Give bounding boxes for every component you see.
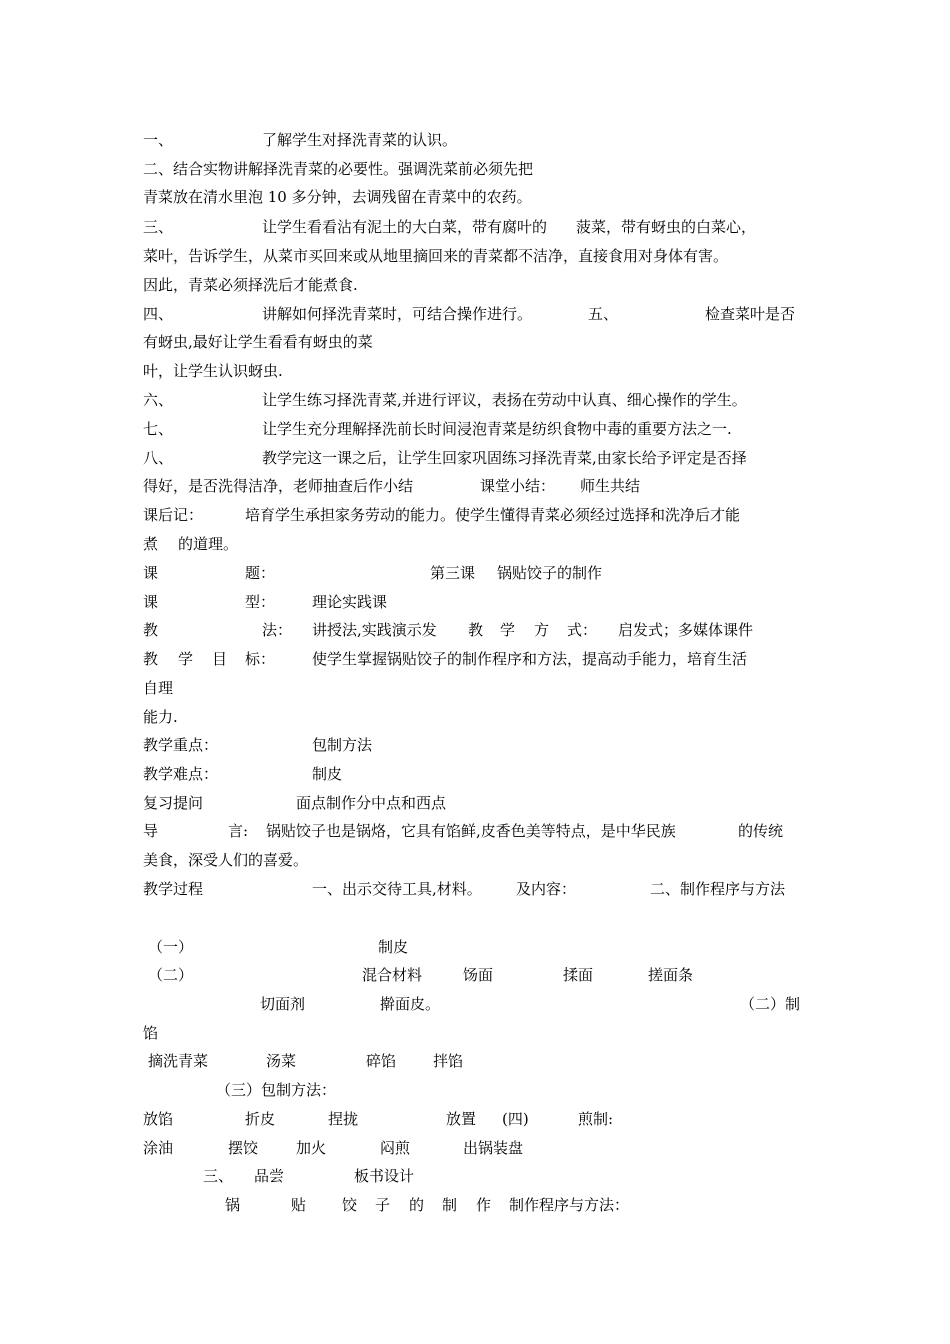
text-span: 汤菜: [266, 1052, 297, 1070]
text-span: 导: [143, 822, 159, 840]
text-span: 一、出示交待工具,材料。: [312, 880, 482, 898]
text-span: 擀面皮。: [380, 995, 441, 1013]
text-span: 启发式；多媒体课件: [618, 621, 754, 639]
text-span: 三、: [143, 218, 174, 236]
text-span: (四): [502, 1110, 529, 1128]
text-span: 二、结合实物讲解择洗青菜的必要性。强调洗菜前必须先把: [143, 160, 534, 178]
text-span: 搓面条: [648, 966, 694, 984]
text-span: 言:: [228, 822, 249, 840]
text-span: 拌馅: [433, 1052, 464, 1070]
text-span: （二）: [148, 966, 194, 984]
text-span: 让学生看看沾有泥土的大白菜，带有腐叶的: [262, 218, 548, 236]
text-span: 制皮: [312, 765, 343, 783]
text-span: 教: [143, 650, 159, 668]
text-span: 馅: [143, 1024, 159, 1042]
text-span: 因此，青菜必须择洗后才能煮食.: [143, 276, 358, 294]
text-span: 使学生掌握锅贴饺子的制作程序和方法，提高动手能力，培育生活: [312, 650, 748, 668]
text-span: 面点制作分中点和西点: [296, 794, 447, 812]
text-span: 培育学生承担家务劳动的能力。使学生懂得青菜必须经过选择和洗净后才能: [245, 506, 741, 524]
text-span: 叶，让学生认识蚜虫.: [143, 362, 283, 380]
text-span: （三）包制方法：: [216, 1081, 337, 1099]
text-span: 子: [375, 1196, 391, 1214]
text-span: 七、: [143, 420, 174, 438]
text-span: 锅贴饺子也是锅烙，它具有馅鲜,皮香色美等特点，是中华民族: [266, 822, 676, 840]
text-span: 品尝: [254, 1167, 285, 1185]
text-span: 教学重点：: [143, 736, 219, 754]
text-span: 摆饺: [228, 1139, 259, 1157]
text-span: 制作程序与方法：: [509, 1196, 630, 1214]
text-span: 锅: [225, 1196, 241, 1214]
text-span: 课堂小结：: [480, 477, 556, 495]
text-span: 教学难点：: [143, 765, 219, 783]
text-span: 复习提问: [143, 794, 204, 812]
text-span: 制皮: [378, 938, 409, 956]
text-span: 放馅: [143, 1110, 174, 1128]
text-span: 课: [143, 593, 159, 611]
text-span: 教学过程: [143, 880, 204, 898]
text-span: 青菜放在清水里泡 10 多分钟，去调残留在青菜中的农药。: [143, 188, 532, 206]
text-span: 煎制:: [578, 1110, 614, 1128]
text-span: 摘洗青菜: [148, 1052, 209, 1070]
text-span: 标：: [245, 650, 276, 668]
text-span: 课: [143, 564, 159, 582]
text-span: 法：: [262, 621, 293, 639]
text-span: 目: [212, 650, 228, 668]
text-span: 学: [178, 650, 194, 668]
text-span: 菜叶，告诉学生，从菜市买回来或从地里摘回来的青菜都不洁净，直接食用对身体有害。: [143, 247, 729, 265]
text-span: （一）: [148, 938, 194, 956]
text-span: 教: [143, 621, 159, 639]
text-span: 锅贴饺子的制作: [497, 564, 603, 582]
text-span: 第三课: [430, 564, 476, 582]
text-span: 切面剂: [260, 995, 306, 1013]
text-span: 四、: [143, 305, 174, 323]
text-span: 涂油: [143, 1139, 174, 1157]
text-span: 型：: [245, 593, 276, 611]
text-span: 折皮: [245, 1110, 276, 1128]
text-span: 学: [500, 621, 516, 639]
text-span: 及内容：: [516, 880, 577, 898]
text-span: 煮: [143, 535, 159, 553]
text-span: 制: [442, 1196, 458, 1214]
text-span: 八、: [143, 449, 174, 467]
text-span: 六、: [143, 391, 174, 409]
text-span: 讲解如何择洗青菜时，可结合操作进行。: [262, 305, 533, 323]
text-span: 出锅装盘: [463, 1139, 524, 1157]
text-span: 题：: [245, 564, 276, 582]
text-span: 检查菜叶是否: [705, 305, 796, 323]
text-span: 了解学生对择洗青菜的认识。: [262, 131, 458, 149]
text-span: 能力.: [143, 708, 178, 726]
text-span: 让学生练习择洗青菜,并进行评议，表扬在劳动中认真、细心操作的学生。: [262, 391, 747, 409]
text-span: 一、: [143, 131, 174, 149]
text-span: 加火: [296, 1139, 327, 1157]
text-span: 让学生充分理解择洗前长时间浸泡青菜是纺织食物中毒的重要方法之一.: [262, 420, 732, 438]
text-span: 闷煎: [380, 1139, 411, 1157]
text-span: 方: [534, 621, 550, 639]
text-span: 自理: [143, 679, 174, 697]
text-span: （二）制: [740, 995, 801, 1013]
text-span: 贴: [291, 1196, 307, 1214]
text-span: 包制方法: [312, 736, 373, 754]
text-span: 作: [476, 1196, 492, 1214]
text-span: 碎馅: [366, 1052, 397, 1070]
text-span: 式：: [567, 621, 598, 639]
text-span: 课后记：: [143, 506, 204, 524]
text-span: 教学完这一课之后，让学生回家巩固练习择洗青菜,由家长给予评定是否择: [262, 449, 747, 467]
text-span: 的传统: [738, 822, 784, 840]
text-span: 美食，深受人们的喜爱。: [143, 851, 309, 869]
text-span: 板书设计: [354, 1167, 415, 1185]
text-span: 饺: [342, 1196, 358, 1214]
text-span: 饧面: [463, 966, 494, 984]
text-span: 放置: [446, 1110, 477, 1128]
text-span: 教: [468, 621, 484, 639]
text-span: 的: [409, 1196, 425, 1214]
text-span: 讲授法,实践演示发: [312, 621, 437, 639]
text-span: 师生共结: [580, 477, 641, 495]
text-span: 理论实践课: [312, 593, 388, 611]
text-span: 有蚜虫,最好让学生看看有蚜虫的菜: [143, 333, 373, 351]
text-span: 得好，是否洗得洁净，老师抽查后作小结: [143, 477, 414, 495]
text-span: 的道理。: [178, 535, 239, 553]
text-span: 五、: [588, 305, 619, 323]
text-span: 揉面: [563, 966, 594, 984]
text-span: 菠菜，带有蚜虫的白菜心，: [576, 218, 757, 236]
text-span: 三、: [203, 1167, 234, 1185]
text-span: 二、制作程序与方法: [650, 880, 786, 898]
text-span: 捏拢: [328, 1110, 359, 1128]
text-span: 混合材料: [362, 966, 423, 984]
